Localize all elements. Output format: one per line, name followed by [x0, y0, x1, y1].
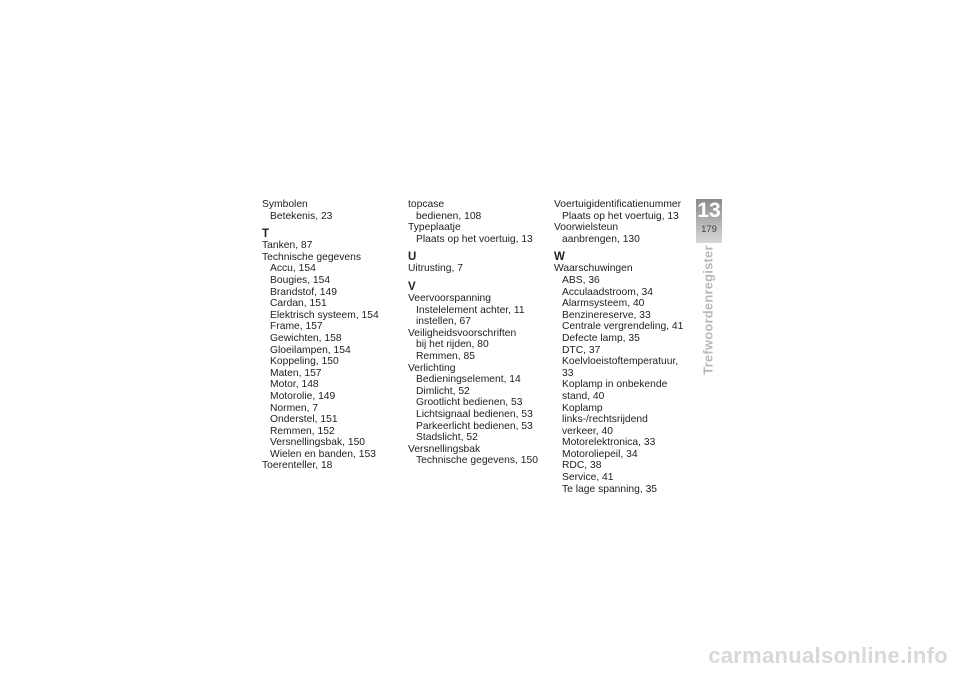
- index-letter: W: [554, 251, 565, 264]
- index-entry-main: Toerenteller, 18: [262, 460, 333, 472]
- index-entry-sub: bij het rijden, 80: [416, 339, 489, 351]
- index-column-2: [408, 199, 543, 467]
- index-entry-sub: ABS, 36: [562, 274, 600, 286]
- index-entry-sub: Motorelektronica, 33: [562, 437, 656, 449]
- index-entry-sub: Koplamp in onbekende stand, 40: [562, 379, 668, 402]
- index-entry-sub: Plaats op het voertuig, 13: [562, 210, 679, 222]
- index-entry-sub: Service, 41: [562, 472, 614, 484]
- index-entry: [262, 240, 397, 252]
- index-entry: [408, 222, 543, 245]
- index-entry-sub: Lichtsignaal bedienen, 53: [416, 408, 533, 420]
- index-entry-sub: Bougies, 154: [270, 274, 331, 286]
- index-entry-main: Veervoorspanning: [408, 292, 492, 304]
- index-entry-sub: Koppeling, 150: [270, 356, 339, 368]
- chapter-number: 13: [697, 199, 721, 222]
- index-entry-sub: Instelelement achter, 11: [416, 304, 525, 316]
- index-entry-main: Versnellingsbak: [408, 443, 481, 455]
- index-entry-sub: Dimlicht, 52: [416, 385, 470, 397]
- index-entry-sub: Motoroliepeil, 34: [562, 448, 638, 460]
- index-entry-main: Technische gegevens: [262, 251, 362, 263]
- index-entry-main: Verlichting: [408, 362, 456, 374]
- index-entry-sub: Gloeilampen, 154: [270, 344, 351, 356]
- index-entry-main: Typeplaatje: [408, 222, 461, 234]
- index-entry-sub: instellen, 67: [416, 316, 471, 328]
- index-entry-sub: Accu, 154: [270, 263, 316, 275]
- index-entry-main: Symbolen: [262, 199, 308, 210]
- chapter-tab: [696, 199, 722, 243]
- index-entry: [408, 444, 543, 467]
- index-entry-sub: Motorolie, 149: [270, 390, 336, 402]
- index-entry-sub: Remmen, 152: [270, 425, 335, 437]
- index-entry-sub: bedienen, 108: [416, 210, 482, 222]
- index-letter: U: [408, 251, 417, 264]
- index-entry: [262, 199, 397, 222]
- index-entry-sub: Remmen, 85: [416, 350, 475, 362]
- index-entry-sub: Defecte lamp, 35: [562, 332, 640, 344]
- index-letter: V: [408, 280, 416, 293]
- index-entry-sub: Centrale vergrendeling, 41: [562, 321, 684, 333]
- index-entry-main: Veiligheidsvoorschriften: [408, 327, 517, 339]
- index-entry-sub: Parkeerlicht bedienen, 53: [416, 420, 533, 432]
- index-letter: T: [262, 228, 270, 241]
- index-entry-sub: Cardan, 151: [270, 298, 327, 310]
- index-entry-sub: Betekenis, 23: [270, 210, 333, 222]
- index-entry-sub: Benzinereserve, 33: [562, 309, 651, 321]
- index-entry-sub: Koelvloeistoftemperatuur, 33: [562, 356, 679, 379]
- index-entry: [554, 199, 686, 222]
- index-entry-main: Uitrusting, 7: [408, 263, 463, 275]
- index-entry-sub: Onderstel, 151: [270, 414, 338, 426]
- index-entry-sub: Plaats op het voertuig, 13: [416, 233, 533, 245]
- index-entry-main: Tanken, 87: [262, 240, 313, 252]
- index-entry-sub: Gewichten, 158: [270, 332, 342, 344]
- index-entry-main: Voertuigidentificatienummer: [554, 199, 682, 210]
- index-entry-main: topcase: [408, 199, 445, 210]
- index-entry-sub: Te lage spanning, 35: [562, 483, 658, 495]
- index-entry-sub: Acculaadstroom, 34: [562, 286, 654, 298]
- index-entry-sub: Versnellingsbak, 150: [270, 437, 366, 449]
- index-entry-main: Waarschuwingen: [554, 263, 633, 275]
- index-entry-sub: Wielen en banden, 153: [270, 448, 376, 460]
- index-entry-main: Voorwielsteun: [554, 222, 619, 234]
- index-entry: [554, 222, 686, 245]
- index-entry-sub: Brandstof, 149: [270, 286, 337, 298]
- index-entry: [408, 199, 543, 222]
- index-column-3: [554, 199, 686, 495]
- index-entry-sub: Koplamp links-/rechtsrijdend verkeer, 40: [562, 402, 648, 437]
- index-entry-sub: DTC, 37: [562, 344, 601, 356]
- index-entry-sub: Normen, 7: [270, 402, 319, 414]
- index-entry-sub: Maten, 157: [270, 367, 322, 379]
- index-entry: [262, 252, 397, 461]
- index-entry-sub: Alarmsysteem, 40: [562, 298, 645, 310]
- section-title: Trefwoordenregister: [700, 245, 716, 375]
- index-entry-sub: RDC, 38: [562, 460, 602, 472]
- index-entry-sub: Elektrisch systeem, 154: [270, 309, 379, 321]
- index-entry-sub: Technische gegevens, 150: [416, 455, 538, 467]
- index-entry: [408, 263, 543, 275]
- watermark: carmanualsonline.info: [708, 643, 948, 668]
- index-entry-sub: aanbrengen, 130: [562, 233, 640, 245]
- index-entry: [262, 460, 397, 472]
- index-entry: [554, 263, 686, 495]
- index-entry: [408, 363, 543, 444]
- index-entry-sub: Bedieningselement, 14: [416, 374, 521, 386]
- index-entry-sub: Frame, 157: [270, 321, 323, 333]
- index-entry-sub: Stadslicht, 52: [416, 432, 478, 444]
- index-column-1: [262, 199, 397, 472]
- index-entry: [408, 293, 543, 328]
- page-number: 179: [701, 224, 717, 235]
- index-entry-sub: Grootlicht bedienen, 53: [416, 397, 523, 409]
- index-entry-sub: Motor, 148: [270, 379, 319, 391]
- index-entry: [408, 328, 543, 363]
